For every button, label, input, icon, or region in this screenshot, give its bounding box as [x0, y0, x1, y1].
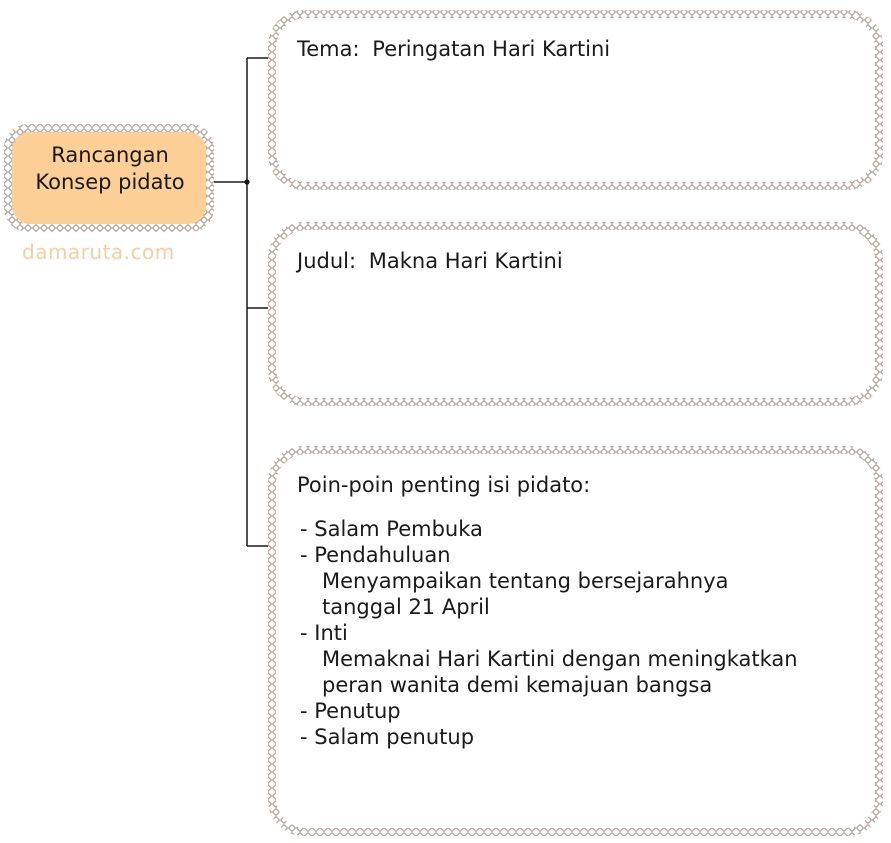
watermark: damaruta.com	[22, 240, 175, 264]
judul-label: Judul:	[297, 249, 357, 273]
list-item-detail: tanggal 21 April	[322, 595, 490, 619]
dot-root	[244, 179, 249, 184]
list-item-label: - Penutup	[300, 699, 401, 723]
tema-label: Tema:	[297, 37, 360, 61]
root-label-line2: Konsep pidato	[35, 170, 185, 194]
list-item	[300, 620, 798, 698]
root-label	[14, 142, 206, 196]
judul-value: Makna Hari Kartini	[368, 249, 563, 273]
list-item-detail: Menyampaikan tentang bersejarahnya	[322, 569, 729, 593]
list-item	[300, 698, 798, 724]
tema-value: Peringatan Hari Kartini	[372, 37, 611, 61]
root-label-line1: Rancangan	[51, 143, 169, 167]
list-item-detail: peran wanita demi kemajuan bangsa	[322, 673, 713, 697]
list-item	[300, 516, 798, 542]
poin-heading: Poin-poin penting isi pidato:	[297, 473, 591, 497]
connectors	[214, 58, 272, 546]
tema-text	[297, 36, 610, 62]
list-item-label: - Salam Pembuka	[300, 517, 483, 541]
list-item-label: - Salam penutup	[300, 725, 475, 749]
list-item	[300, 724, 798, 750]
list-item-label: - Inti	[300, 621, 348, 645]
list-item-detail: Memaknai Hari Kartini dengan meningkatkan	[322, 647, 798, 671]
judul-text	[297, 248, 563, 274]
poin-list	[300, 516, 798, 750]
list-item	[300, 542, 798, 620]
list-item-label: - Pendahuluan	[300, 543, 451, 567]
